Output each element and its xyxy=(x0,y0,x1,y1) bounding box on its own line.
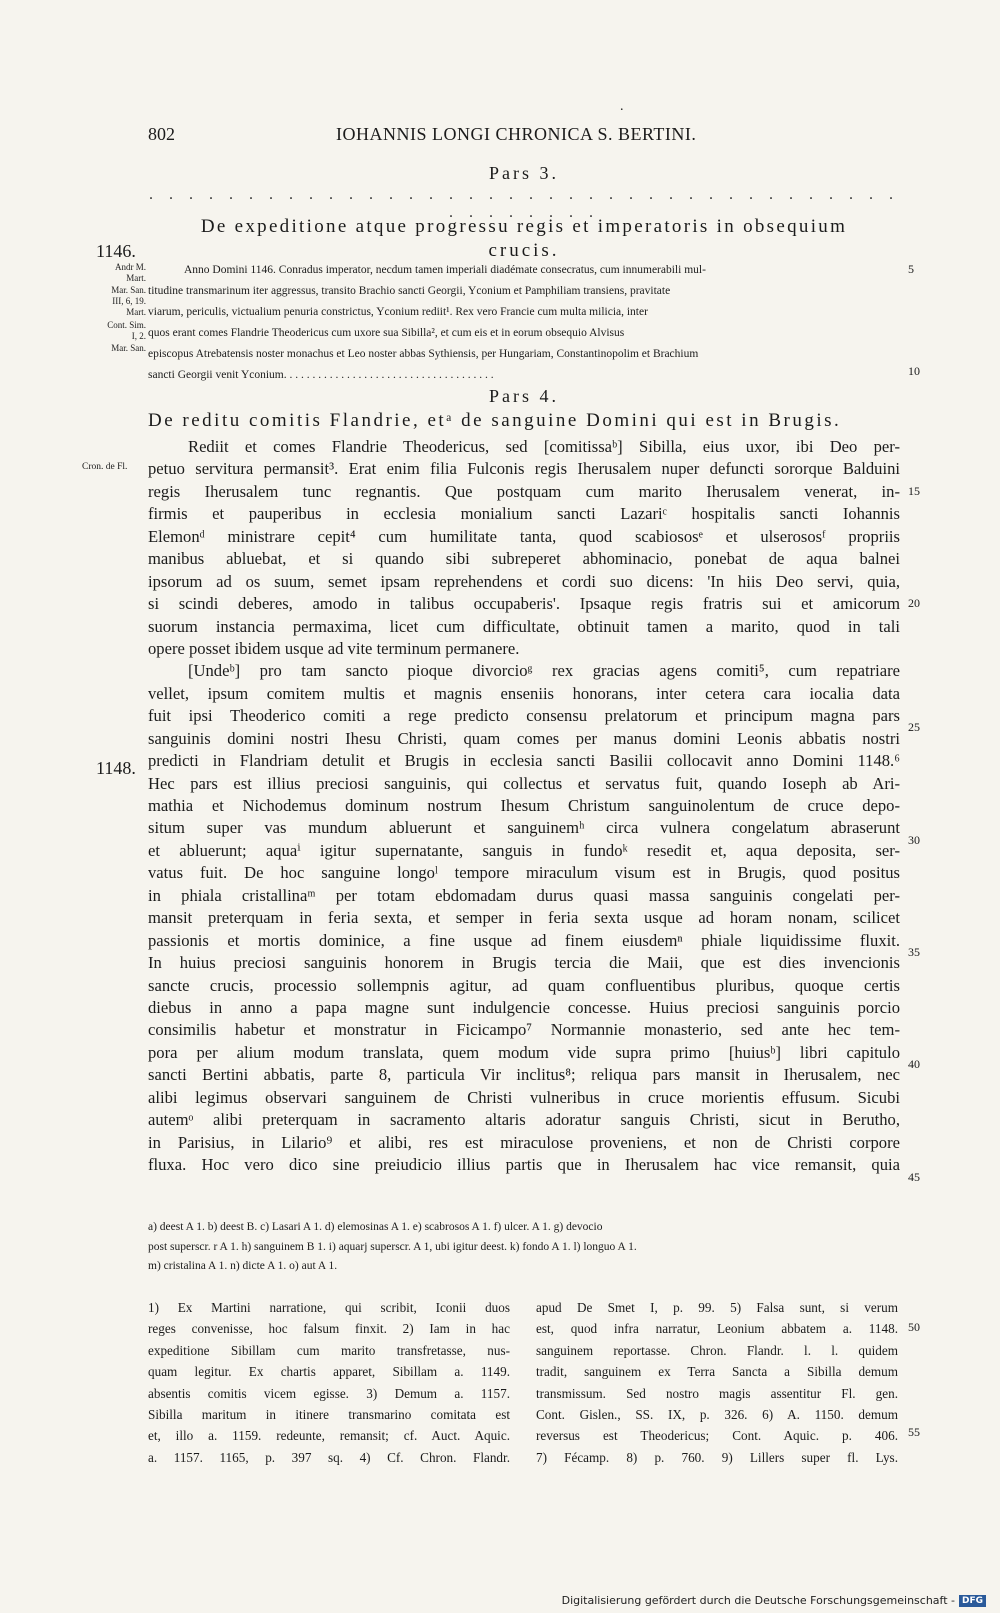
text-line: Rediit et comes Flandrie Theodericus, sed [comitissaᵇ] Sibilla, eius uxor, ibi Deo per- xyxy=(188,437,900,456)
footer-text: Digitalisierung gefördert durch die Deutsche Forschungsgemeinschaft - xyxy=(561,1594,955,1607)
text-line: petuo servitura permansit³. Erat enim filia Fulconis regis Iherusalem nuper defuncti sororque Balduini xyxy=(148,459,900,479)
footnote-line: 7) Fécamp. 8) p. 760. 9) Lillers super fl. Lys. xyxy=(536,1449,898,1465)
footnote-line: reges convenisse, hoc falsum finxit. 2) Iam in hac xyxy=(148,1321,510,1337)
text-line: situm super vas mundum abluerunt et sanguinemʰ circa vulnera congelatum abraserunt xyxy=(148,818,900,838)
text-line: quos erant comes Flandrie Theodericus cum uxore sua Sibilla², et cum eis et in eorum obsequio Alvisus xyxy=(148,327,625,339)
text-line: passionis et mortis dominice, a fine usque ad finem eiusdemⁿ phiale liquidissime fluxit. xyxy=(148,930,900,950)
text-line: pora per alium modum translata, quem modum vide supra primo [huiusᵇ] libri capitulo xyxy=(148,1042,900,1062)
critical-apparatus xyxy=(148,1218,900,1277)
text-line: ipsorum ad os suum, semet ipsam reprehendens et cordi suo dicens: 'In hiis Deo servi, quia, xyxy=(148,571,900,591)
margin-year-1146: 1146. xyxy=(96,241,136,261)
apparatus-line: post superscr. r A 1. h) sanguinem B 1. i) aquarj superscr. A 1, ubi igitur deest. k) fondo A 1. l) longuo A 1. xyxy=(148,1240,637,1253)
footnotes-left-column xyxy=(148,1297,510,1468)
dfg-logo-icon: DFG xyxy=(959,1595,986,1607)
footnote-line: Cont. Gislen., SS. IX, p. 326. 6) A. 1150. demum xyxy=(536,1407,898,1423)
footnote-line: est, quod infra narratur, Leonium abbatem a. 1148. xyxy=(536,1321,898,1337)
text-line: et abluerunt; aquaⁱ igitur supernatante, sanguis in fundoᵏ resedit et, aqua deposita, ser- xyxy=(148,840,900,860)
line-number: 50 xyxy=(908,1320,920,1334)
text-line: sancti Bertini abbatis, parte 8, particula Vir inclitus⁸; reliqua pars mansit in Iherusalem, nec xyxy=(148,1065,900,1085)
text-line: in phiala cristallinaᵐ per totam ebdomadam durus quasi massa sanguinis congelati per- xyxy=(148,885,900,905)
main-text xyxy=(148,436,900,1176)
text-line: in Parisius, in Lilario⁹ et alibi, res est miraculose proveniens, et non de Christi corpore xyxy=(148,1132,900,1152)
text-line: vellet, ipsum comitem multis et magnis enseniis honorans, inter cetera cara iocalia data xyxy=(148,683,900,703)
line-number: 5 xyxy=(908,262,914,276)
margin-source: Mar. San. xyxy=(111,285,146,295)
footnote-line: sanguinem reportasse. Chron. Flandr. l. l. quidem xyxy=(536,1342,898,1358)
margin-source: Andr M. xyxy=(115,262,146,272)
section4-heading: Pars 4. xyxy=(489,386,559,406)
page-number: 802 xyxy=(148,124,175,144)
footnote-line: 1) Ex Martini narratione, qui scribit, Iconii duos xyxy=(148,1300,510,1315)
text-line: diebus in anno a papa magne sunt indulgencie concesse. Huius preciosi sanguinis porcio xyxy=(148,997,900,1017)
footnote-line: Sibilla maritum in itinere transmarino comitata est xyxy=(148,1407,510,1423)
text-line: consimilis habetur et monstratur in Ficicampo⁷ Normannie monasterio, sed ante hec tem- xyxy=(148,1020,900,1040)
margin-source: III, 6, 19. xyxy=(112,296,146,306)
text-line: sanguinis domini nostri Ihesu Christi, quam comes per manus domini Leonis abbatis nostri xyxy=(148,728,900,748)
text-line: regis Iherusalem tunc regnantis. Que postquam cum marito Iherusalem venerat, in- xyxy=(148,481,900,501)
footnote-line: transmissum. Sed nostro magis assentitur Fl. gen. xyxy=(536,1385,898,1401)
line-number: 30 xyxy=(908,833,920,847)
footnote-line: a. 1157. 1165, p. 397 sq. 4) Cf. Chron. Flandr. xyxy=(148,1449,510,1465)
text-line: si scindi deberes, amodo in talibus occupaberis'. Ipsaque regis fratris sui et amicorum xyxy=(148,594,900,614)
text-line: sancti Georgii venit Yconium. . . . . . . . . . . . . . . . . . . . . . . . . . . . . . . . . . . . . xyxy=(148,369,494,381)
section4-title: De reditu comitis Flandrie, etᵃ de sanguine Domini qui est in Brugis. xyxy=(148,410,842,431)
text-line: opere posset ibidem usque ad vite terminum permanere. xyxy=(148,638,520,658)
apparatus-line: a) deest A 1. b) deest B. c) Lasari A 1. d) elemosinas A 1. e) scabrosos A 1. f) ulcer. A 1. g) devocio xyxy=(148,1221,603,1233)
text-line: episcopus Atrebatensis noster monachus et Leo noster abbas Sythiensis, per Hungariam, Constantinopolim et Brachium xyxy=(148,348,699,360)
text-line: titudine transmarinum iter aggressus, transito Brachio sancti Georgii, Yconium et Pamphiliam transiens, pravitate xyxy=(148,285,671,297)
footnote-line: expeditione Sibillam cum marito transfretasse, nus- xyxy=(148,1342,510,1358)
margin-year-1148: 1148. xyxy=(96,758,136,778)
line-number: 45 xyxy=(908,1170,920,1184)
top-mark: . xyxy=(620,99,624,114)
margin-source: Mart. xyxy=(126,307,146,317)
line-number: 15 xyxy=(908,484,920,498)
text-line: alibi legimus observari sanguinem de Christi vulneribus in cruce morientis effusum. Sicubi xyxy=(148,1087,900,1107)
line-number: 20 xyxy=(908,596,920,610)
margin-source: I, 2. xyxy=(131,331,146,341)
text-line: Elemonᵈ ministrare cepit⁴ cum humilitate tanta, quod scabiososᵉ et ulserososᶠ propriis xyxy=(148,526,900,546)
footnote-line: apud De Smet I, p. 99. 5) Falsa sunt, si verum xyxy=(536,1300,898,1315)
text-line: mansit preterquam in feria sexta, et semper in feria sexta usque ad horam nonam, scilicet xyxy=(148,908,900,928)
footnote-line: reversus est Theodericus; Cont. Aquic. p. 406. xyxy=(536,1428,898,1444)
text-line: sancte crucis, processio sollempnis agitur, ad quam confluentibus pluribus, quoque certis xyxy=(148,975,900,995)
text-line: In huius preciosi sanguinis honorem in Brugis tercia die Maii, que est dies invencionis xyxy=(148,953,900,973)
footnote-line: et, illo a. 1159. redeunte, remansit; cf. Auct. Aquic. xyxy=(148,1428,510,1444)
ellipsis-row: . . . . . . . . . . . . . . . . . . . . . . . . . . . . . . . . . . . . . . . . . . . . . . xyxy=(149,186,899,221)
line-number: 10 xyxy=(908,364,920,378)
text-line: firmis et pauperibus in ecclesia monialium sancti Lazariᶜ hospitalis sancti Iohannis xyxy=(148,504,900,524)
text-line: predicti in Flandriam detulit et Brugis in ecclesia sancti Basilii collocavit anno Domini 1148.⁶ xyxy=(148,751,900,771)
text-line: Anno Domini 1146. Conradus imperator, necdum tamen imperiali diadémate consecratus, cum innumerabili mul- xyxy=(184,264,706,276)
section3-text xyxy=(148,260,898,386)
line-number: 40 xyxy=(908,1057,920,1071)
text-line: manibus abluebat, et si quando sibi subreperet abhominacio, ponebat de aqua balnei xyxy=(148,549,900,569)
footnote-line: tradit, sanguinem ex Terra Sancta a Sibilla demum xyxy=(536,1364,898,1380)
running-title: IOHANNIS LONGI CHRONICA S. BERTINI. xyxy=(336,124,697,144)
section3-title-line2: crucis. xyxy=(488,240,560,261)
text-line: mathia et Nichodemus dominum nostrum Ihesum Christum sanguinolentum de cruce depo- xyxy=(148,796,900,815)
text-line: viarum, periculis, victualium penuria constrictus, Yconium rediit¹. Rex vero Francie cum multa milicia, inter xyxy=(148,306,648,318)
text-line: [Undeᵇ] pro tam sancto pioque divorcioᵍ rex gracias agens comiti⁵, cum repatriare xyxy=(188,661,900,681)
footnote-line: absentis comitis vicem egisse. 3) Demum a. 1157. xyxy=(148,1385,510,1401)
footnotes-right-column xyxy=(536,1297,898,1468)
line-number: 55 xyxy=(908,1425,920,1439)
text-line: autemᵒ alibi preterquam in sacramento altaris adoratur sanguis Christi, sicut in Berutho, xyxy=(148,1110,900,1130)
margin-source: Cont. Sim. xyxy=(107,320,146,330)
text-line: fluxa. Hoc vero dico sine preiudicio illius partis que in Iherusalem hac vice remansit, quia xyxy=(148,1155,900,1174)
text-line: suorum instancia permaxima, licet cum difficultate, obtinuit tamen a marito, quod in tali xyxy=(148,616,900,636)
text-line: vatus fuit. De hoc sanguine longoˡ tempore miraculum visum est in Brugis, quod positus xyxy=(148,863,900,883)
margin-source: Cron. de Fl. xyxy=(82,462,128,472)
line-number: 25 xyxy=(908,720,920,734)
section3-heading: Pars 3. xyxy=(489,163,559,183)
line-number: 35 xyxy=(908,945,920,959)
text-line: Hec pars est illius preciosi sanguinis, qui collectus et servatus fuit, quando Ioseph ab Ari- xyxy=(148,773,900,793)
margin-source: Mart. xyxy=(126,273,146,283)
apparatus-line: m) cristalina A 1. n) dicte A 1. o) aut A 1. xyxy=(148,1260,338,1272)
digitization-footer xyxy=(562,1594,986,1607)
margin-source: Mar. San. xyxy=(111,343,146,353)
text-line: fuit ipsi Theoderico comiti a rege predicto consensu prelatorum et principum magna pars xyxy=(148,706,900,726)
section3-title-line1: De expeditione atque progressu regis et imperatoris in obsequium xyxy=(200,216,848,237)
footnote-line: quam legitur. Ex chartis apparet, Sibillam a. 1149. xyxy=(148,1364,510,1380)
